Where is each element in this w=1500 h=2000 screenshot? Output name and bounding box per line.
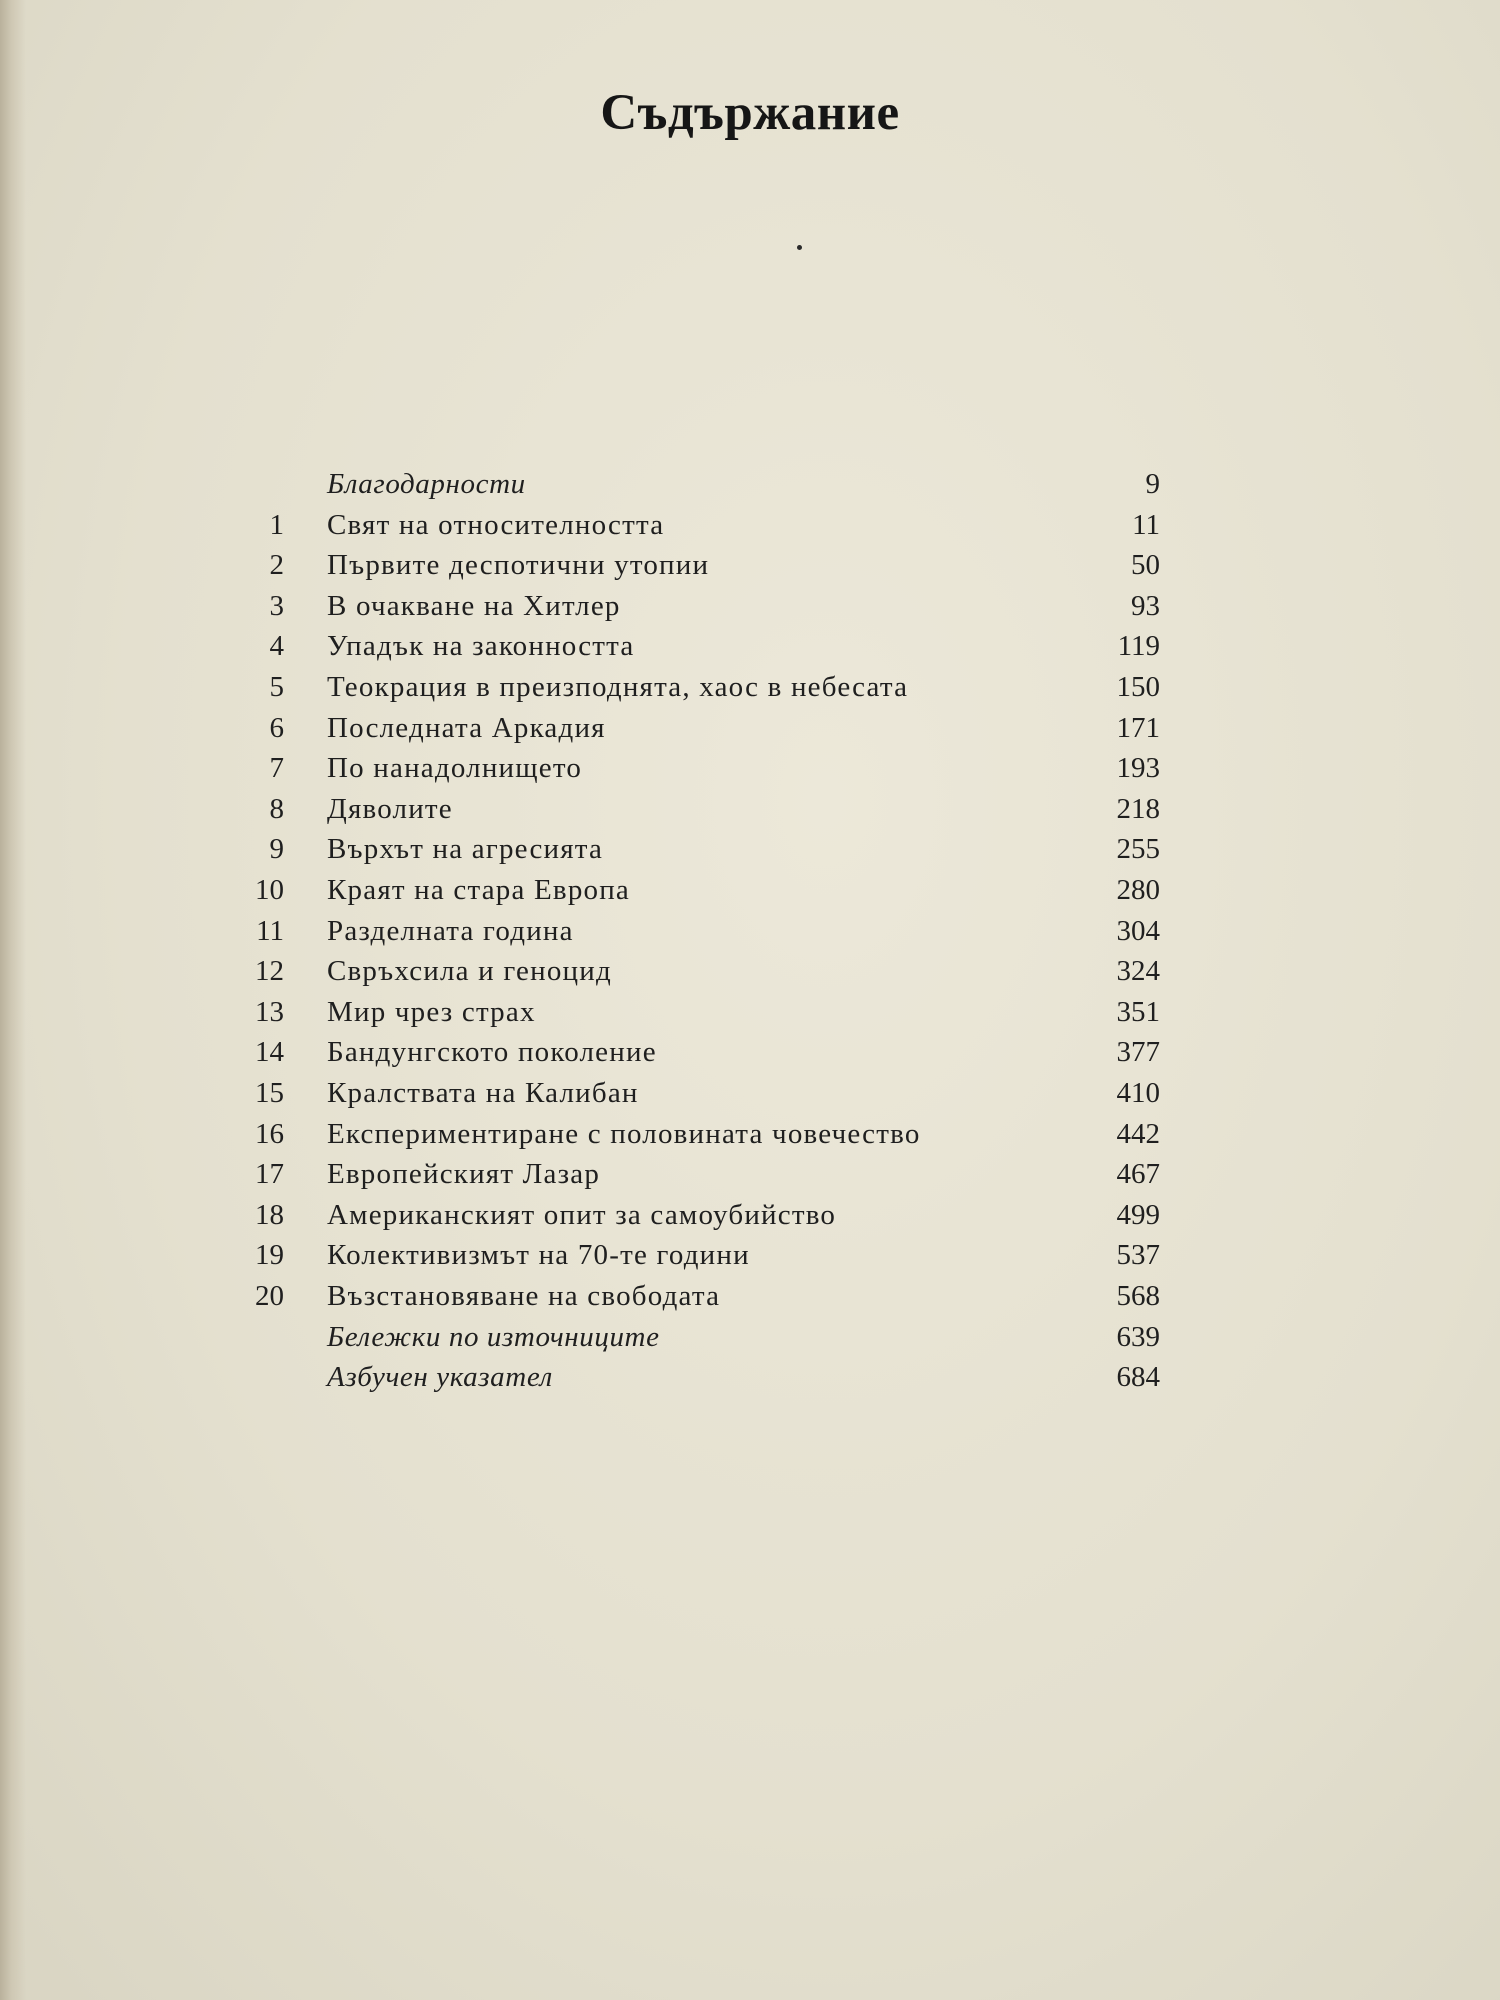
page-number: 50 bbox=[1131, 549, 1160, 581]
chapter-title: Възстановяване на свободата bbox=[327, 1280, 721, 1312]
chapter-title: Първите деспотични утопии bbox=[327, 549, 710, 581]
chapter-title: Разделната година bbox=[327, 915, 574, 947]
toc-entry bbox=[0, 1154, 1500, 1194]
chapter-title: Последната Аркадия bbox=[327, 712, 606, 744]
toc-entry bbox=[0, 708, 1500, 748]
page-number: 324 bbox=[1116, 955, 1160, 987]
chapter-number: 11 bbox=[256, 915, 284, 947]
chapter-number: 7 bbox=[269, 752, 284, 784]
chapter-number: 1 bbox=[269, 509, 284, 541]
chapter-title: Върхът на агресията bbox=[327, 833, 604, 865]
chapter-number: 5 bbox=[269, 671, 284, 703]
chapter-title: Американският опит за самоубийство bbox=[327, 1199, 837, 1231]
chapter-number: 14 bbox=[255, 1036, 284, 1068]
toc-entry bbox=[0, 748, 1500, 788]
toc-entry bbox=[0, 829, 1500, 869]
chapter-title: Дяволите bbox=[327, 793, 453, 825]
chapter-number: 18 bbox=[255, 1199, 284, 1231]
chapter-number: 17 bbox=[255, 1158, 284, 1190]
chapter-number: 9 bbox=[269, 833, 284, 865]
page-number: 218 bbox=[1116, 793, 1160, 825]
chapter-number: 16 bbox=[255, 1118, 284, 1150]
page-number: 377 bbox=[1116, 1036, 1160, 1068]
chapter-title: По нанадолнището bbox=[327, 752, 583, 784]
page-number: 11 bbox=[1132, 509, 1160, 541]
chapter-number: 19 bbox=[255, 1239, 284, 1271]
toc-entry bbox=[0, 667, 1500, 707]
toc-entry bbox=[0, 1032, 1500, 1072]
page-number: 280 bbox=[1116, 874, 1160, 906]
chapter-number: 12 bbox=[255, 955, 284, 987]
page-number: 410 bbox=[1116, 1077, 1160, 1109]
toc-entry bbox=[0, 1276, 1500, 1316]
chapter-number: 4 bbox=[269, 630, 284, 662]
toc-entry bbox=[0, 626, 1500, 666]
page-number: 255 bbox=[1116, 833, 1160, 865]
page-number: 499 bbox=[1116, 1199, 1160, 1231]
toc-entry bbox=[0, 951, 1500, 991]
chapter-number: 2 bbox=[269, 549, 284, 581]
page-number: 639 bbox=[1116, 1321, 1160, 1353]
toc-entry bbox=[0, 464, 1500, 504]
chapter-number: 8 bbox=[269, 793, 284, 825]
toc-entry bbox=[0, 1357, 1500, 1397]
page-number: 193 bbox=[1116, 752, 1160, 784]
chapter-number: 10 bbox=[255, 874, 284, 906]
page-number: 568 bbox=[1116, 1280, 1160, 1312]
chapter-number: 15 bbox=[255, 1077, 284, 1109]
page-number: 9 bbox=[1145, 468, 1160, 500]
chapter-title: Теокрация в преизподнята, хаос в небесата bbox=[327, 671, 909, 703]
toc-entry bbox=[0, 789, 1500, 829]
chapter-title: Кралствата на Калибан bbox=[327, 1077, 639, 1109]
chapter-title: Благодарности bbox=[327, 468, 526, 500]
chapter-title: Упадък на законността bbox=[327, 630, 635, 662]
toc-entry bbox=[0, 1195, 1500, 1235]
page-number: 150 bbox=[1116, 671, 1160, 703]
chapter-title: Свят на относителността bbox=[327, 509, 665, 541]
page-number: 537 bbox=[1116, 1239, 1160, 1271]
toc-entry bbox=[0, 870, 1500, 910]
page-number: 119 bbox=[1117, 630, 1160, 662]
chapter-title: Експериментиране с половината човечество bbox=[327, 1118, 921, 1150]
page-number: 93 bbox=[1131, 590, 1160, 622]
page-number: 171 bbox=[1116, 712, 1160, 744]
page-number: 304 bbox=[1116, 915, 1160, 947]
toc-entry bbox=[0, 1317, 1500, 1357]
chapter-title: Азбучен указател bbox=[327, 1361, 553, 1393]
page-number: 442 bbox=[1116, 1118, 1160, 1150]
page-number: 467 bbox=[1116, 1158, 1160, 1190]
chapter-title: Бележки по източниците bbox=[327, 1321, 660, 1353]
toc-entry bbox=[0, 545, 1500, 585]
chapter-title: Свръхсила и геноцид bbox=[327, 955, 612, 987]
chapter-title: Европейският Лазар bbox=[327, 1158, 601, 1190]
toc-entry bbox=[0, 911, 1500, 951]
toc-entry bbox=[0, 992, 1500, 1032]
chapter-number: 6 bbox=[269, 712, 284, 744]
page-title: Съдържание bbox=[600, 85, 900, 141]
chapter-title: В очакване на Хитлер bbox=[327, 590, 621, 622]
chapter-title: Мир чрез страх bbox=[327, 996, 536, 1028]
toc-entry bbox=[0, 1235, 1500, 1275]
chapter-title: Бандунгското поколение bbox=[327, 1036, 657, 1068]
chapter-number: 13 bbox=[255, 996, 284, 1028]
chapter-number: 3 bbox=[269, 590, 284, 622]
page-number: 684 bbox=[1116, 1361, 1160, 1393]
page-number: 351 bbox=[1116, 996, 1160, 1028]
chapter-number: 20 bbox=[255, 1280, 284, 1312]
chapter-title: Краят на стара Европа bbox=[327, 874, 631, 906]
toc-entry bbox=[0, 1114, 1500, 1154]
toc-entry bbox=[0, 1073, 1500, 1113]
chapter-title: Колективизмът на 70-те години bbox=[327, 1239, 750, 1271]
toc-entry bbox=[0, 505, 1500, 545]
toc-entry bbox=[0, 586, 1500, 626]
